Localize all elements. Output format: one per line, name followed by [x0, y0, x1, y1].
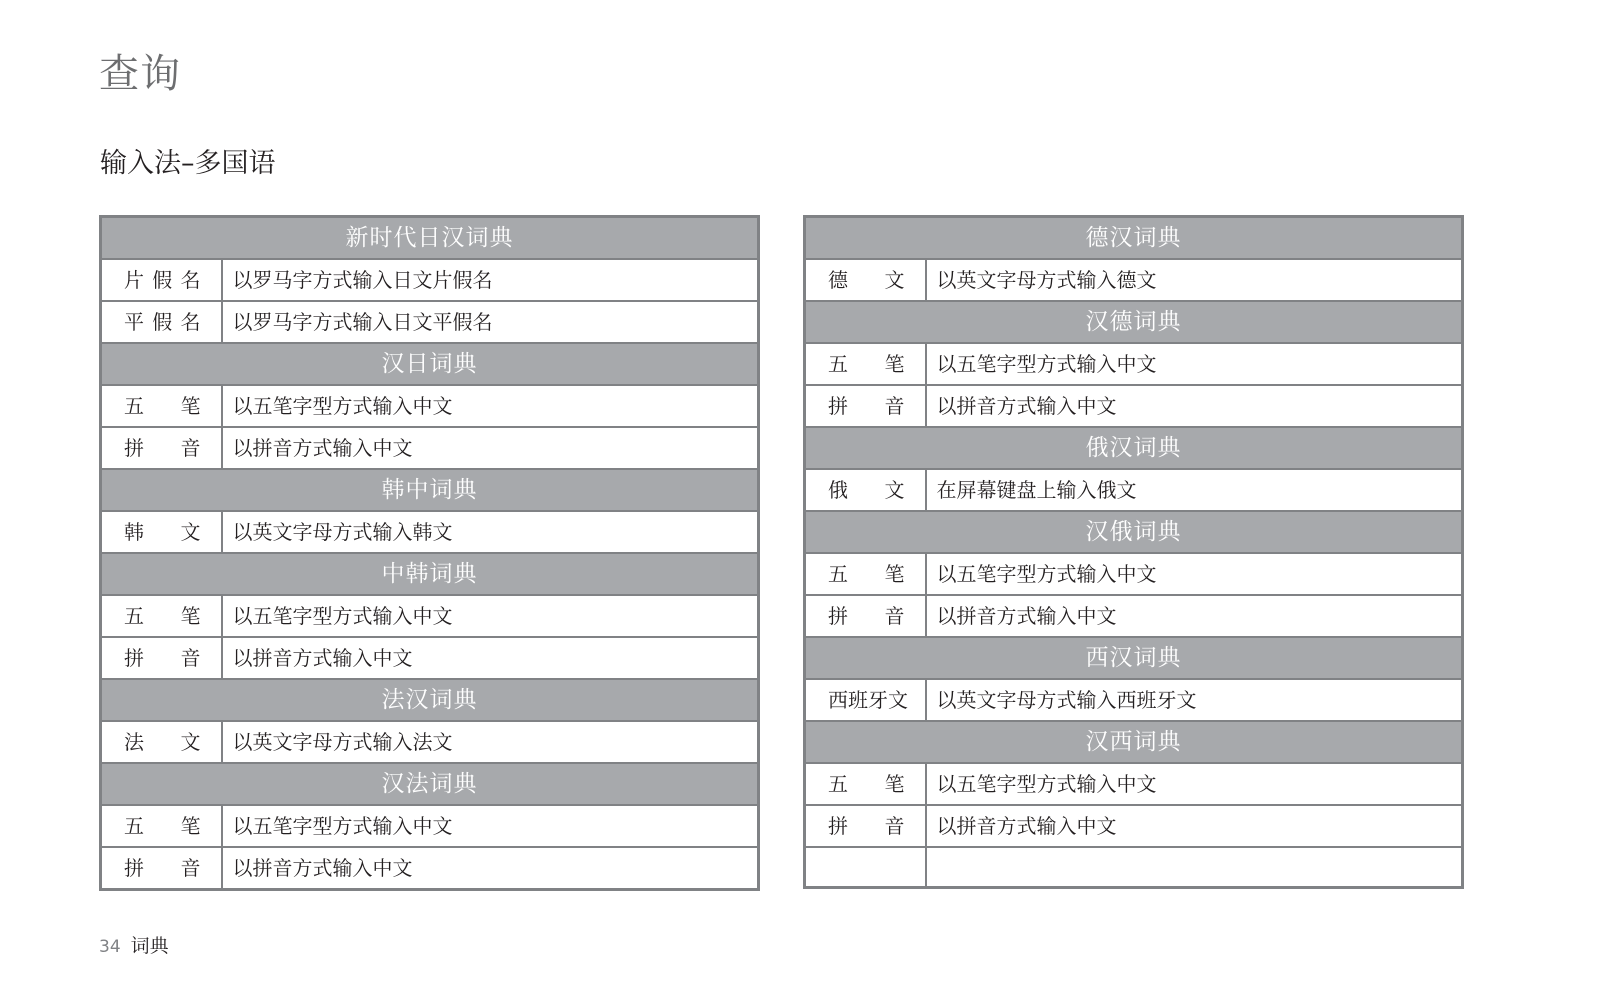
input-method-cell — [101, 511, 222, 553]
input-method-char: 拼 — [124, 436, 144, 460]
input-method-char: 名 — [180, 310, 201, 334]
input-method-char: 德 — [828, 268, 848, 292]
input-method-char: 俄 — [828, 478, 848, 502]
dictionary-name: 新时代日汉词典 — [101, 217, 759, 260]
input-method-char: 五 — [124, 604, 144, 628]
input-method-char: 文 — [180, 520, 201, 544]
dictionary-name: 俄汉词典 — [805, 427, 1463, 469]
input-method-description: 以五笔字型方式输入中文 — [926, 343, 1463, 385]
input-method-char: 片 — [124, 268, 144, 292]
input-method-cell — [101, 637, 222, 679]
input-method-row — [805, 259, 1463, 301]
input-method-row — [101, 511, 759, 553]
input-method-cell — [101, 427, 222, 469]
input-method-row — [805, 679, 1463, 721]
input-method-char: 五 — [828, 772, 848, 796]
dictionary-header-row — [805, 427, 1463, 469]
input-method-row — [805, 595, 1463, 637]
footer-label: 词典 — [130, 935, 169, 957]
input-method-char: 音 — [180, 856, 201, 880]
input-method-char: 音 — [884, 814, 905, 838]
page-title: 查询 — [99, 51, 181, 97]
input-method-char: 音 — [180, 436, 201, 460]
dictionary-name: 中韩词典 — [101, 553, 759, 595]
input-method-char: 笔 — [884, 352, 905, 376]
input-method-char: 文 — [180, 730, 201, 754]
dictionary-header-row — [101, 469, 759, 511]
dictionary-name: 汉西词典 — [805, 721, 1463, 763]
input-method-row — [805, 763, 1463, 805]
input-method-char: 西班牙文 — [828, 688, 908, 712]
left-dictionary-table — [99, 215, 760, 891]
input-method-description: 以英文字母方式输入法文 — [222, 721, 759, 763]
dictionary-header-row — [101, 343, 759, 385]
input-method-char: 名 — [180, 268, 201, 292]
input-method-char: 拼 — [828, 604, 848, 628]
input-method-cell — [805, 763, 926, 805]
dictionary-header-row — [101, 553, 759, 595]
input-method-char: 五 — [828, 352, 848, 376]
input-method-description: 以拼音方式输入中文 — [926, 595, 1463, 637]
input-method-cell — [101, 847, 222, 890]
input-method-description: 以英文字母方式输入西班牙文 — [926, 679, 1463, 721]
dictionary-header-row — [101, 679, 759, 721]
input-method-description: 以五笔字型方式输入中文 — [222, 805, 759, 847]
dictionary-header-row — [805, 511, 1463, 553]
input-method-description: 以拼音方式输入中文 — [926, 805, 1463, 847]
input-method-char: 拼 — [828, 394, 848, 418]
input-method-description: 以五笔字型方式输入中文 — [926, 553, 1463, 595]
input-method-description: 以罗马字方式输入日文平假名 — [222, 301, 759, 343]
input-method-char: 假 — [152, 310, 173, 334]
input-method-cell — [805, 679, 926, 721]
dictionary-header-row — [805, 301, 1463, 343]
input-method-cell — [805, 595, 926, 637]
input-method-row — [805, 553, 1463, 595]
dictionary-header-row — [101, 217, 759, 260]
input-method-row — [805, 343, 1463, 385]
input-method-cell — [101, 259, 222, 301]
dictionary-name: 法汉词典 — [101, 679, 759, 721]
dictionary-name: 汉日词典 — [101, 343, 759, 385]
input-method-row — [101, 301, 759, 343]
input-method-cell — [101, 301, 222, 343]
page-number: 34 — [99, 937, 121, 957]
dictionary-name: 汉法词典 — [101, 763, 759, 805]
input-method-char: 笔 — [180, 604, 201, 628]
input-method-cell — [101, 805, 222, 847]
input-method-cell — [805, 385, 926, 427]
input-method-char: 笔 — [884, 562, 905, 586]
dictionary-header-row — [805, 637, 1463, 679]
input-method-row — [101, 637, 759, 679]
input-method-char: 音 — [180, 646, 201, 670]
left-table-body — [101, 217, 759, 890]
dictionary-header-row — [101, 763, 759, 805]
input-method-description: 以拼音方式输入中文 — [222, 427, 759, 469]
input-method-description — [926, 847, 1463, 887]
input-method-cell — [101, 721, 222, 763]
input-method-cell — [805, 343, 926, 385]
input-method-row — [101, 259, 759, 301]
input-method-description: 以罗马字方式输入日文片假名 — [222, 259, 759, 301]
input-method-row — [101, 847, 759, 890]
input-method-char: 拼 — [124, 856, 144, 880]
input-method-char: 平 — [124, 310, 144, 334]
input-method-char: 笔 — [884, 772, 905, 796]
input-method-char: 法 — [124, 730, 144, 754]
input-method-cell — [101, 595, 222, 637]
input-method-char: 音 — [884, 604, 905, 628]
input-method-char: 笔 — [180, 394, 201, 418]
input-method-char: 五 — [828, 562, 848, 586]
input-method-description: 以拼音方式输入中文 — [222, 637, 759, 679]
input-method-row — [101, 427, 759, 469]
page-footer — [99, 934, 169, 959]
input-method-cell — [805, 259, 926, 301]
input-method-char: 笔 — [180, 814, 201, 838]
dictionary-name: 德汉词典 — [805, 217, 1463, 260]
input-method-row — [805, 385, 1463, 427]
input-method-cell — [805, 805, 926, 847]
input-method-description: 以拼音方式输入中文 — [926, 385, 1463, 427]
input-method-row — [805, 847, 1463, 887]
input-method-row — [101, 721, 759, 763]
input-method-char: 拼 — [828, 814, 848, 838]
input-method-cell — [101, 385, 222, 427]
input-method-description: 以英文字母方式输入韩文 — [222, 511, 759, 553]
dictionary-header-row — [805, 721, 1463, 763]
input-method-row — [101, 805, 759, 847]
input-method-char: 拼 — [124, 646, 144, 670]
input-method-row — [101, 385, 759, 427]
input-method-row — [805, 805, 1463, 847]
input-method-cell — [805, 847, 926, 887]
dictionary-name: 韩中词典 — [101, 469, 759, 511]
input-method-char: 韩 — [124, 520, 144, 544]
dictionary-name: 汉俄词典 — [805, 511, 1463, 553]
input-method-description: 以五笔字型方式输入中文 — [926, 763, 1463, 805]
input-method-char: 五 — [124, 394, 144, 418]
input-method-char: 音 — [884, 394, 905, 418]
input-method-description: 以英文字母方式输入德文 — [926, 259, 1463, 301]
input-method-cell — [805, 469, 926, 511]
input-method-row — [101, 595, 759, 637]
input-method-description: 在屏幕键盘上输入俄文 — [926, 469, 1463, 511]
input-method-cell — [805, 553, 926, 595]
input-method-row — [805, 469, 1463, 511]
input-method-char: 文 — [884, 478, 905, 502]
section-title: 输入法–多国语 — [100, 148, 276, 179]
input-method-description: 以拼音方式输入中文 — [222, 847, 759, 890]
right-dictionary-table — [803, 215, 1464, 889]
right-table-body — [805, 217, 1463, 888]
dictionary-name: 西汉词典 — [805, 637, 1463, 679]
input-method-description: 以五笔字型方式输入中文 — [222, 595, 759, 637]
dictionary-name: 汉德词典 — [805, 301, 1463, 343]
dictionary-header-row — [805, 217, 1463, 260]
input-method-description: 以五笔字型方式输入中文 — [222, 385, 759, 427]
input-method-char: 文 — [884, 268, 905, 292]
input-method-char: 五 — [124, 814, 144, 838]
input-method-char: 假 — [152, 268, 173, 292]
